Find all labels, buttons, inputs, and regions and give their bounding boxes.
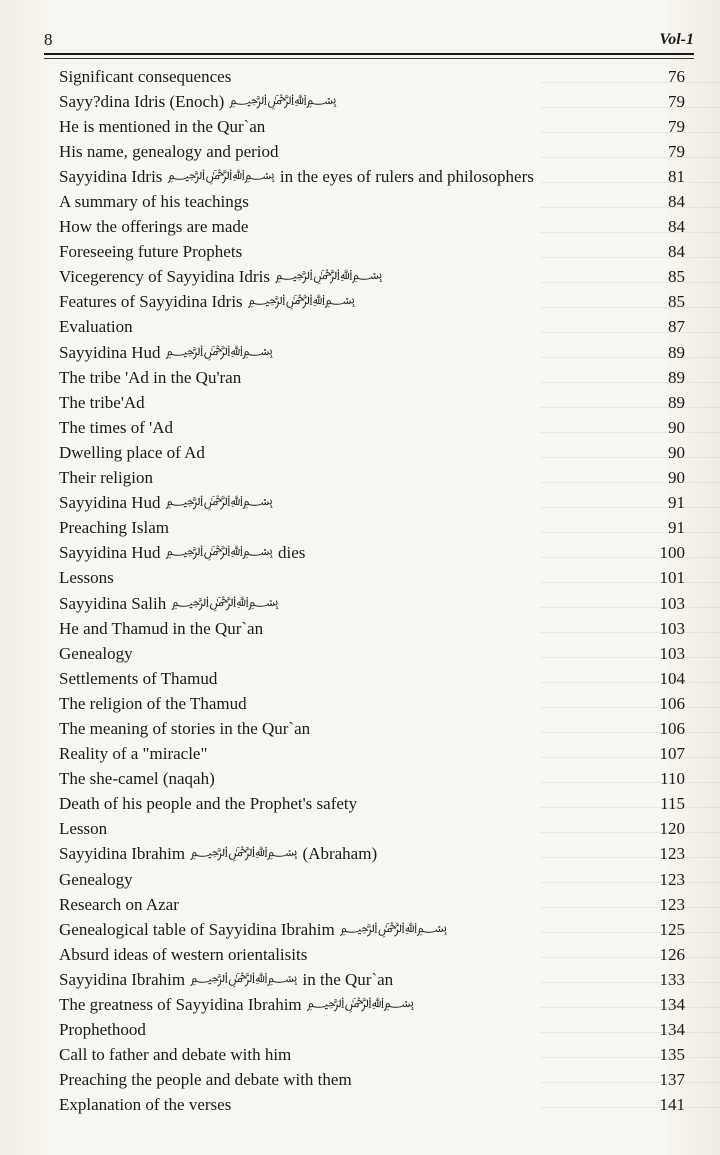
toc-page-number: 104 <box>659 668 685 688</box>
toc-page-number: 103 <box>659 593 685 613</box>
toc-page-number: 89 <box>668 367 685 387</box>
toc-title <box>59 341 273 365</box>
toc-page-number: 107 <box>659 744 685 764</box>
toc-page-number: 89 <box>668 342 685 362</box>
honorific-icon: ﷽ <box>165 494 273 510</box>
toc-title-text: Death of his people and the Prophet's safety <box>59 794 358 814</box>
toc-title <box>59 1018 146 1042</box>
honorific-icon: ﷽ <box>165 343 273 359</box>
toc-title <box>59 566 114 590</box>
toc-title-text: The greatness of Sayyidina Ibrahim <box>59 995 302 1015</box>
toc-entry <box>59 290 685 315</box>
toc-title <box>59 265 382 289</box>
toc-page-number: 101 <box>659 568 685 588</box>
toc-title <box>59 190 249 214</box>
toc-entry <box>59 792 685 817</box>
honorific-icon: ﷽ <box>306 996 415 1012</box>
toc-title-text: Preaching the people and debate with them <box>59 1070 352 1090</box>
toc-title-text: Explanation of the verses <box>59 1095 232 1115</box>
toc-title <box>59 1093 231 1117</box>
toc-entry <box>59 967 685 992</box>
toc-page-number: 120 <box>659 819 685 839</box>
toc-entry <box>59 440 685 465</box>
toc-title <box>59 692 247 716</box>
toc-title-text: Prophethood <box>59 1020 146 1040</box>
toc-title-text: Significant consequences <box>59 66 232 86</box>
toc-entry <box>59 867 685 892</box>
toc-title <box>59 115 265 139</box>
toc-page-number: 103 <box>659 643 685 663</box>
toc-entry <box>59 516 685 541</box>
toc-page-number: 76 <box>668 66 685 86</box>
toc-page-number: 125 <box>659 919 685 939</box>
toc-page-number: 87 <box>668 317 685 337</box>
toc-title-text: A summary of his teachings <box>59 192 249 212</box>
toc-page-number: 123 <box>659 844 685 864</box>
toc-title <box>59 90 337 114</box>
toc-title <box>59 943 307 967</box>
toc-title <box>59 240 242 264</box>
toc-entry <box>59 942 685 967</box>
toc-title <box>59 792 357 816</box>
toc-page-number: 84 <box>668 242 685 262</box>
honorific-icon: ﷽ <box>229 92 337 108</box>
toc-entry <box>59 641 685 666</box>
toc-title-text: Sayyidina Ibrahim <box>59 844 186 864</box>
toc-title-suffix: dies <box>278 543 306 563</box>
toc-entry <box>59 716 685 741</box>
honorific-icon: ﷽ <box>339 920 448 936</box>
toc-title <box>59 215 248 239</box>
toc-title <box>59 767 215 791</box>
toc-page-number: 141 <box>659 1095 685 1115</box>
toc-title-text: Vicegerency of Sayyidina Idris <box>59 267 270 287</box>
toc-entry <box>59 466 685 491</box>
toc-title-text: Lessons <box>59 568 114 588</box>
toc-page-number: 115 <box>660 794 685 814</box>
toc-title <box>59 667 217 691</box>
toc-title-text: The tribe'Ad <box>59 392 145 412</box>
toc-page-number: 81 <box>668 166 685 186</box>
toc-title <box>59 742 207 766</box>
toc-title-text: The she-camel (naqah) <box>59 769 215 789</box>
toc-entry <box>59 89 685 114</box>
page-number: 8 <box>44 30 53 49</box>
toc-title-text: Evaluation <box>59 317 133 337</box>
toc-page-number: 106 <box>659 718 685 738</box>
toc-entry <box>59 666 685 691</box>
toc-entry <box>59 616 685 641</box>
toc-entry <box>59 164 685 189</box>
honorific-icon: ﷽ <box>274 268 383 284</box>
toc-entry <box>59 1043 685 1068</box>
toc-title-text: Their religion <box>59 468 153 488</box>
toc-title-text: Genealogy <box>59 869 133 889</box>
toc-title <box>59 893 179 917</box>
toc-title-text: His name, genealogy and period <box>59 141 279 161</box>
honorific-icon: ﷽ <box>167 167 275 183</box>
toc-title <box>59 516 169 540</box>
toc-title-text: Settlements of Thamud <box>59 668 218 688</box>
honorific-icon: ﷽ <box>190 970 298 986</box>
toc-entry <box>59 892 685 917</box>
toc-title <box>59 466 153 490</box>
toc-title <box>59 968 393 992</box>
toc-entry <box>59 215 685 240</box>
toc-entry <box>59 541 685 566</box>
toc-title-text: Lesson <box>59 819 108 839</box>
toc-entry <box>59 114 685 139</box>
toc-title-text: Features of Sayyidina Idris <box>59 292 243 312</box>
toc-page-number: 90 <box>668 468 685 488</box>
toc-title-suffix: in the eyes of rulers and philosophers <box>279 166 534 186</box>
toc-page-number: 135 <box>659 1045 685 1065</box>
toc-title <box>59 391 145 415</box>
toc-page-number: 89 <box>668 392 685 412</box>
toc-entry <box>59 240 685 265</box>
toc-title-text: The meaning of stories in the Qur`an <box>59 718 311 738</box>
toc-entry <box>59 591 685 616</box>
toc-title-text: Preaching Islam <box>59 518 169 538</box>
toc-title <box>59 366 241 390</box>
toc-entry <box>59 691 685 716</box>
toc-title-text: Sayyidina Hud <box>59 342 161 362</box>
toc-entry <box>59 742 685 767</box>
toc-page-number: 126 <box>659 944 685 964</box>
toc-title-text: Reality of a "miracle" <box>59 744 208 764</box>
toc-page-number: 84 <box>668 192 685 212</box>
toc-entry <box>59 491 685 516</box>
toc-title <box>59 1043 291 1067</box>
honorific-icon: ﷽ <box>171 594 279 610</box>
toc-page-number: 79 <box>668 141 685 161</box>
toc-entry <box>59 917 685 942</box>
toc-title-text: Research on Azar <box>59 894 179 914</box>
toc-page-number: 79 <box>668 116 685 136</box>
toc-page-number: 134 <box>659 995 685 1015</box>
toc-title-suffix: (Abraham) <box>302 844 378 864</box>
toc-entry <box>59 189 685 214</box>
toc-title-suffix: in the Qur`an <box>302 969 394 989</box>
toc-title <box>59 315 133 339</box>
toc-title <box>59 165 534 189</box>
toc-entry <box>59 767 685 792</box>
toc-page-number: 85 <box>668 267 685 287</box>
toc-title <box>59 1068 352 1092</box>
toc-title <box>59 65 231 89</box>
toc-title-text: He and Thamud in the Qur`an <box>59 618 264 638</box>
toc-title <box>59 918 447 942</box>
toc-title-text: The times of 'Ad <box>59 417 174 437</box>
table-of-contents <box>59 64 685 1118</box>
toc-title <box>59 290 355 314</box>
toc-title-text: The religion of the Thamud <box>59 693 247 713</box>
toc-page-number: 90 <box>668 417 685 437</box>
toc-entry <box>59 365 685 390</box>
toc-entry <box>59 315 685 340</box>
toc-title-text: Foreseeing future Prophets <box>59 242 243 262</box>
toc-title <box>59 642 133 666</box>
toc-entry <box>59 415 685 440</box>
toc-title-text: Sayyidina Idris <box>59 166 163 186</box>
toc-page-number: 103 <box>659 618 685 638</box>
toc-title <box>59 868 133 892</box>
toc-entry <box>59 566 685 591</box>
honorific-icon: ﷽ <box>190 845 298 861</box>
toc-page-number: 134 <box>659 1020 685 1040</box>
toc-entry <box>59 1093 685 1118</box>
toc-title-text: He is mentioned in the Qur`an <box>59 116 266 136</box>
toc-page-number: 91 <box>668 518 685 538</box>
toc-title-text: Sayyidina Hud <box>59 543 161 563</box>
toc-entry <box>59 992 685 1017</box>
toc-title-text: Sayyidina Salih <box>59 593 167 613</box>
toc-title <box>59 817 107 841</box>
toc-title <box>59 592 279 616</box>
honorific-icon: ﷽ <box>247 293 356 309</box>
toc-title-text: How the offerings are made <box>59 217 249 237</box>
toc-entry <box>59 265 685 290</box>
toc-title-text: Absurd ideas of western orientalisits <box>59 944 308 964</box>
honorific-icon: ﷽ <box>165 544 273 560</box>
toc-page-number: 137 <box>659 1070 685 1090</box>
toc-title <box>59 541 305 565</box>
toc-page-number: 84 <box>668 217 685 237</box>
toc-title <box>59 441 205 465</box>
toc-title <box>59 617 263 641</box>
toc-page-number: 91 <box>668 493 685 513</box>
toc-entry <box>59 1068 685 1093</box>
toc-page-number: 106 <box>659 693 685 713</box>
toc-entry <box>59 817 685 842</box>
header-rule <box>44 53 694 55</box>
toc-page-number: 123 <box>659 869 685 889</box>
toc-title <box>59 416 173 440</box>
toc-entry <box>59 842 685 867</box>
toc-title <box>59 717 310 741</box>
header-rule-thin <box>44 58 694 59</box>
volume-label: Vol-1 <box>659 31 694 48</box>
toc-page-number: 85 <box>668 292 685 312</box>
toc-entry <box>59 1018 685 1043</box>
toc-page-number: 110 <box>660 769 685 789</box>
toc-title <box>59 140 279 164</box>
toc-title <box>59 842 377 866</box>
toc-title-text: Sayyidina Hud <box>59 493 161 513</box>
toc-entry <box>59 139 685 164</box>
toc-title-text: Sayy?dina Idris (Enoch) <box>59 91 225 111</box>
toc-title-text: Genealogical table of Sayyidina Ibrahim <box>59 919 335 939</box>
toc-title-text: Sayyidina Ibrahim <box>59 969 186 989</box>
toc-page-number: 133 <box>659 969 685 989</box>
toc-entry <box>59 390 685 415</box>
toc-title-text: Dwelling place of Ad <box>59 442 205 462</box>
toc-title-text: Call to father and debate with him <box>59 1045 292 1065</box>
toc-page-number: 79 <box>668 91 685 111</box>
toc-title <box>59 993 414 1017</box>
toc-title-text: Genealogy <box>59 643 133 663</box>
toc-entry <box>59 64 685 89</box>
toc-entry <box>59 340 685 365</box>
toc-title-text: The tribe 'Ad in the Qu'ran <box>59 367 242 387</box>
toc-page-number: 90 <box>668 442 685 462</box>
toc-page-number: 123 <box>659 894 685 914</box>
toc-title <box>59 491 273 515</box>
toc-page-number: 100 <box>659 543 685 563</box>
